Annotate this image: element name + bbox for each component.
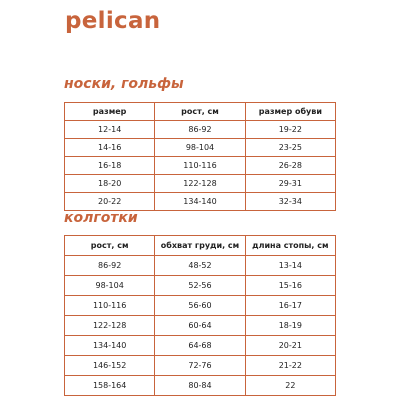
table-row [65, 336, 336, 356]
table-cell: 134-140 [65, 336, 155, 356]
table-row [65, 356, 336, 376]
table-cell: 32-34 [246, 193, 336, 211]
table-cell: 16-17 [246, 296, 336, 316]
table-cell: 158-164 [65, 376, 155, 396]
brand-logo: pelican [65, 8, 161, 34]
table-row [65, 316, 336, 336]
table-cell: 20-21 [246, 336, 336, 356]
table-row [65, 276, 336, 296]
tights-size-table [64, 235, 336, 396]
table-cell: 14-16 [65, 139, 155, 157]
column-header: размер обуви [246, 103, 336, 121]
table-cell: 20-22 [65, 193, 155, 211]
table-cell: 52-56 [155, 276, 245, 296]
column-header: длина стопы, см [246, 236, 336, 256]
table-cell: 15-16 [246, 276, 336, 296]
column-header: размер [65, 103, 155, 121]
socks-size-table [64, 102, 336, 211]
table-row [65, 376, 336, 396]
table-cell: 146-152 [65, 356, 155, 376]
table-cell: 80-84 [155, 376, 245, 396]
table-cell: 48-52 [155, 256, 245, 276]
table-cell: 64-68 [155, 336, 245, 356]
table-cell: 29-31 [246, 175, 336, 193]
table-cell: 72-76 [155, 356, 245, 376]
table-cell: 60-64 [155, 316, 245, 336]
column-header: обхват груди, см [155, 236, 245, 256]
table-cell: 21-22 [246, 356, 336, 376]
table-cell: 13-14 [246, 256, 336, 276]
table-header-row [65, 236, 336, 256]
table-row [65, 175, 336, 193]
column-header: рост, см [65, 236, 155, 256]
table-cell: 56-60 [155, 296, 245, 316]
table-cell: 122-128 [155, 175, 245, 193]
table-cell: 16-18 [65, 157, 155, 175]
column-header: рост, см [155, 103, 245, 121]
table-cell: 23-25 [246, 139, 336, 157]
table-row [65, 256, 336, 276]
table-row [65, 157, 336, 175]
table-row [65, 193, 336, 211]
table-row [65, 296, 336, 316]
table-cell: 18-19 [246, 316, 336, 336]
table-row [65, 121, 336, 139]
table-cell: 19-22 [246, 121, 336, 139]
socks-section-title: носки, гольфы [64, 76, 184, 92]
table-cell: 26-28 [246, 157, 336, 175]
table-cell: 134-140 [155, 193, 245, 211]
table-cell: 86-92 [65, 256, 155, 276]
table-row [65, 139, 336, 157]
table-cell: 98-104 [65, 276, 155, 296]
table-cell: 110-116 [65, 296, 155, 316]
table-cell: 12-14 [65, 121, 155, 139]
table-cell: 18-20 [65, 175, 155, 193]
table-cell: 110-116 [155, 157, 245, 175]
table-cell: 122-128 [65, 316, 155, 336]
table-cell: 22 [246, 376, 336, 396]
table-cell: 86-92 [155, 121, 245, 139]
table-header-row [65, 103, 336, 121]
table-cell: 98-104 [155, 139, 245, 157]
tights-section-title: колготки [64, 210, 138, 226]
